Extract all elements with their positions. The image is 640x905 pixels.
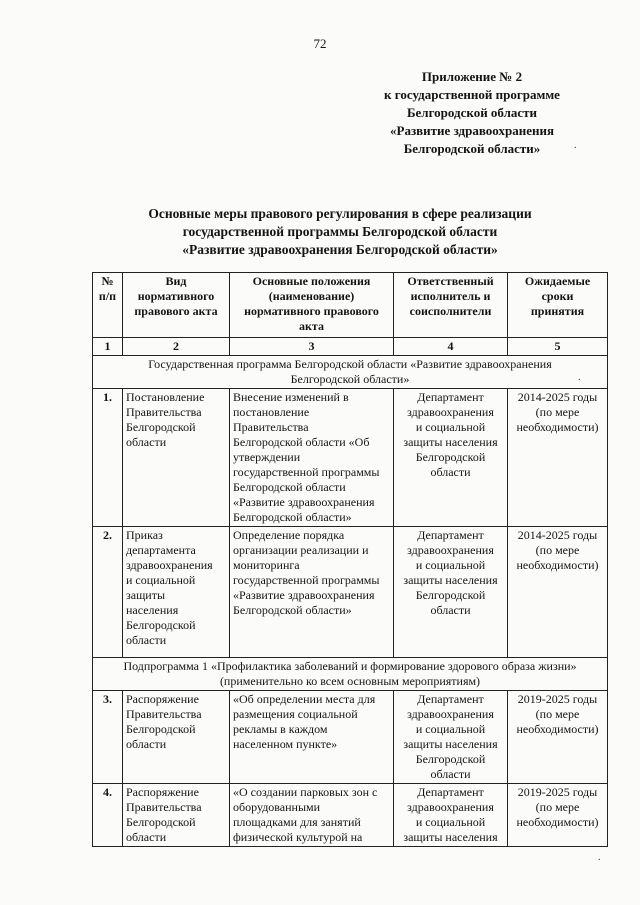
executor-cell: Департамент здравоохранения и социальной защиты населения: [394, 784, 508, 847]
page-number: 72: [313, 36, 327, 51]
act-type-cell: Распоряжение Правительства Белгородской области: [123, 784, 230, 847]
act-type-cell: Приказ департамента здравоохранения и социальной защиты населения Белгородской области: [123, 527, 230, 658]
appendix-line: Белгородской области: [406, 105, 538, 120]
table-header-row: [93, 273, 608, 338]
act-type-cell: Постановление Правительства Белгородской области: [123, 389, 230, 527]
section-row-program: [93, 356, 608, 389]
header-number: № п/п: [93, 273, 123, 338]
term-cell: 2014-2025 годы (по мере необходимости): [508, 527, 608, 658]
row-number: 4.: [93, 784, 123, 847]
column-number: 4: [394, 338, 508, 356]
scan-speck: .: [578, 372, 581, 383]
provisions-cell: «Об определении места для размещения социальной рекламы в каждом населенном пункте»: [230, 691, 394, 784]
section-heading-subprogram: Подпрограмма 1 «Профилактика заболеваний и формирование здорового образа жизни» (применительно ко всем основным мероприятиям): [93, 658, 608, 691]
column-number: 5: [508, 338, 608, 356]
executor-cell: Департамент здравоохранения и социальной защиты населения Белгородской области: [394, 691, 508, 784]
column-number-row: [93, 338, 608, 356]
title-line: Основные меры правового регулирования в сфере реализации: [148, 206, 532, 221]
column-number: 2: [123, 338, 230, 356]
provisions-cell: Определение порядка организации реализации и мониторинга государственной программы «Развитие здравоохранения Белгородской области»: [230, 527, 394, 658]
appendix-line: Приложение № 2: [421, 69, 523, 84]
table-row: [93, 784, 608, 847]
header-act-type: Вид нормативного правового акта: [123, 273, 230, 338]
term-cell: 2019-2025 годы (по мере необходимости): [508, 784, 608, 847]
act-type-cell: Распоряжение Правительства Белгородской области: [123, 691, 230, 784]
table-row: [93, 691, 608, 784]
appendix-block: [352, 68, 592, 158]
table-row: [93, 389, 608, 527]
provisions-cell: «О создании парковых зон с оборудованными площадками для занятий физической культурой на: [230, 784, 394, 847]
term-cell: 2014-2025 годы (по мере необходимости): [508, 389, 608, 527]
row-number: 1.: [93, 389, 123, 527]
executor-cell: Департамент здравоохранения и социальной защиты населения Белгородской области: [394, 389, 508, 527]
appendix-line: «Развитие здравоохранения: [390, 123, 554, 138]
term-cell: 2019-2025 годы (по мере необходимости): [508, 691, 608, 784]
header-provisions: Основные положения (наименование) нормативного правового акта: [230, 273, 394, 338]
section-row-subprogram: [93, 658, 608, 691]
provisions-cell: Внесение изменений в постановление Правительства Белгородской области «Об утверждении государственной программы Белгородской области «Развитие здравоохранения Белгородской области»: [230, 389, 394, 527]
scan-speck: .: [574, 140, 577, 151]
section-heading-program: Государственная программа Белгородской области «Развитие здравоохранения Белгородской области»: [93, 356, 608, 389]
measures-table: [92, 272, 608, 847]
header-term: Ожидаемые сроки принятия: [508, 273, 608, 338]
appendix-line: к государственной программе: [384, 87, 560, 102]
scan-speck: .: [598, 852, 601, 863]
table-row: [93, 527, 608, 658]
row-number: 3.: [93, 691, 123, 784]
title-line: государственной программы Белгородской области: [182, 224, 498, 239]
appendix-line: Белгородской области»: [403, 141, 541, 156]
column-number: 3: [230, 338, 394, 356]
header-executor: Ответственный исполнитель и соисполнители: [394, 273, 508, 338]
executor-cell: Департамент здравоохранения и социальной защиты населения Белгородской области: [394, 527, 508, 658]
document-title: [110, 205, 570, 259]
row-number: 2.: [93, 527, 123, 658]
title-line: «Развитие здравоохранения Белгородской области»: [182, 242, 498, 257]
column-number: 1: [93, 338, 123, 356]
